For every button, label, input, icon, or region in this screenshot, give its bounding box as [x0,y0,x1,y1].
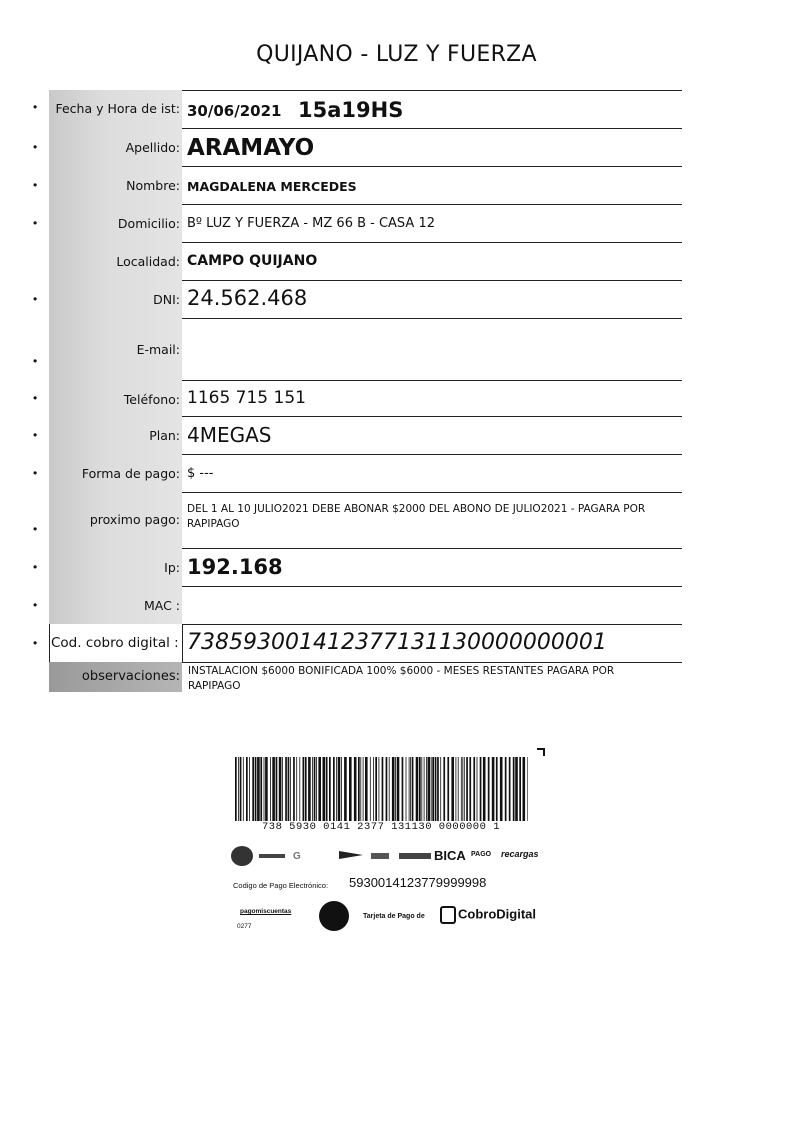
barcode-bar [395,757,396,821]
pago-logo: PAGO [471,851,492,858]
barcode-bar [326,757,328,821]
label-cell [49,90,182,128]
row-proximo-pago [0,492,793,548]
barcode-bar [477,757,478,821]
bullet: • [33,598,38,612]
row-apellido [0,128,793,166]
provider-logo-icon [399,853,431,859]
row-telefono [0,380,793,416]
barcode-bar [509,757,511,821]
barcode-bar [238,757,239,821]
document-title: QUIJANO - LUZ Y FUERZA [256,42,537,67]
barcode-bar [373,757,374,821]
barcode-bar [272,757,275,821]
label-cell [49,662,182,692]
barcode-bar [279,757,282,821]
row-domicilio [0,204,793,242]
barcode-bar [318,757,321,821]
barcode-bar [451,757,454,821]
barcode-bar [437,757,439,821]
payment-code-label: Codigo de Pago Electrónico: [233,881,329,890]
row-fecha [0,90,793,128]
barcode-bar [469,757,471,821]
barcode-bar [440,757,441,821]
row-nombre [0,166,793,204]
barcode-bar [243,757,244,821]
provider-logo-icon [371,853,389,859]
barcode-bar [257,757,260,821]
label-cell [49,416,182,454]
barcode-bar [299,757,300,821]
barcode-bar [249,757,250,821]
barcode-bar [496,757,498,821]
field-value-fecha: 30/06/2021 [187,102,282,120]
barcode-bar [341,757,342,821]
barcode-bar [500,757,503,821]
barcode-bar [240,757,242,821]
barcode-bar [488,757,490,821]
barcode-bar [323,757,326,821]
barcode-bar [276,757,278,821]
field-value-plan: 4MEGAS [187,423,272,447]
field-value-telefono: 1165 715 151 [187,388,306,408]
label-cell [49,204,182,242]
globe-logo-icon [231,846,253,866]
field-value-proximo-pago: DEL 1 AL 10 JULIO2021 DEBE ABONAR $2000 DEL ABONO DE JULIO2021 - PAGARA POR RAPIPAGO [187,503,646,530]
row-mac [0,586,793,624]
label-cell [49,454,182,492]
provider-logo-icon [259,854,285,858]
label-cell [49,586,182,624]
barcode-bar [260,757,262,821]
barcode-bar [375,757,377,821]
barcode-bar [505,757,507,821]
barcode-bar [416,757,419,821]
barcode-bar [270,757,271,821]
field-label-plan: Plan: [149,428,180,443]
barcode-bar [462,757,463,821]
barcode-bar [515,757,518,821]
barcode-bar [312,757,313,821]
bullet: • [33,522,38,536]
label-cell [49,280,182,318]
field-label-cod-cobro: Cod. cobro digital : [51,635,179,651]
barcode-bar [288,757,290,821]
cobrodigital-logo [440,906,536,924]
barcode-bar [296,757,297,821]
barcode-bar [513,757,515,821]
barcode-bar [264,757,265,821]
barcode-bar [333,757,335,821]
label-cell [49,242,182,280]
field-value-apellido: ARAMAYO [187,135,315,161]
barcode-bar [246,757,248,821]
barcode-bar [412,757,414,821]
slip-small-number: 0277 [237,923,252,930]
barcode-bar [483,757,486,821]
row-localidad [0,242,793,280]
field-label-mac: MAC : [143,598,180,613]
cobrodigital-icon [440,906,456,924]
barcode-bar [379,757,380,821]
barcode-bar [360,757,361,821]
barcode-bar [344,757,347,821]
provider-logo-icon [339,851,363,859]
bullet: • [33,216,38,230]
barcode-number: 738 5930 0141 2377 131130 0000000 1 [261,821,501,833]
payment-code: 5930014123779999998 [349,875,487,890]
recargas-logo: recargas [501,849,539,859]
field-label-apellido: Apellido: [125,140,180,155]
bullet: • [33,560,38,574]
barcode-bar [305,757,307,821]
barcode-bar [443,757,445,821]
barcode-bar [365,757,368,821]
cobrodigital-text: CobroDigital [458,906,536,922]
barcode [235,757,528,821]
label-cell [49,380,182,416]
field-label-proximo-pago: proximo pago: [89,512,180,527]
row-email [0,318,793,380]
cod-left-border [49,624,50,662]
field-value-hora: 15a19HS [298,98,404,122]
pagomiscuentas-logo: pagomiscuentas [240,908,292,915]
barcode-bar [370,757,371,821]
barcode-bar [338,757,341,821]
barcode-bar [316,757,317,821]
field-value-ip: 192.168 [187,555,283,579]
barcode-bar [329,757,331,821]
field-label-ip: Ip: [164,560,180,575]
bullet: • [33,354,38,368]
barcode-bar [464,757,465,821]
bullet: • [33,636,38,650]
barcode-bar [303,757,305,821]
barcode-bar [282,757,283,821]
barcode-bar [285,757,287,821]
field-value-forma-pago: $ --- [187,466,214,481]
barcode-bar [386,757,388,821]
barcode-bar [424,757,425,821]
field-value-localidad: CAMPO QUIJANO [187,253,318,269]
barcode-bar [492,757,495,821]
field-label-fecha: Fecha y Hora de ist: [55,101,180,116]
barcode-bar [336,757,337,821]
barcode-bar [358,757,360,821]
barcode-bar [473,757,475,821]
barcode-bar [447,757,449,821]
field-label-localidad: Localidad: [116,254,180,269]
barcode-bar [523,757,526,821]
barcode-bar [402,757,404,821]
card-label: Tarjeta de Pago de [363,913,425,920]
corner-mark [537,748,545,756]
barcode-bar [527,757,528,821]
barcode-bar [426,757,427,821]
barcode-bar [410,757,411,821]
field-label-forma-pago: Forma de pago: [81,466,180,481]
barcode-bar [435,757,437,821]
field-label-observaciones: observaciones: [81,669,180,684]
row-plan [0,416,793,454]
field-label-nombre: Nombre: [126,178,180,193]
field-label-domicilio: Domicilio: [117,216,180,231]
row-ip [0,548,793,586]
barcode-bar [293,757,295,821]
row-observaciones [0,662,793,692]
bullet: • [33,140,38,154]
barcode-bar [428,757,431,821]
field-value-observaciones: INSTALACION $6000 BONIFICADA 100% $6000 - MESES RESTANTES PAGARA POR RAPIPAGO [188,665,615,692]
bullet: • [33,292,38,306]
barcode-bar [290,757,291,821]
barcode-bar [382,757,384,821]
barcode-bar [519,757,521,821]
field-value-cod-cobro: 738593001412377131130000000001 [187,630,607,655]
barcode-bar [349,757,352,821]
row-cod-cobro [0,624,793,662]
cod-separator [182,624,183,662]
barcode-bar [308,757,311,821]
row-dni [0,280,793,318]
bullet: • [33,428,38,442]
bullet: • [33,466,38,480]
barcode-bar [363,757,364,821]
barcode-bar [406,757,407,821]
bullet: • [33,391,38,405]
barcode-bar [252,757,254,821]
barcode-bar [421,757,422,821]
barcode-bar [432,757,434,821]
field-label-dni: DNI: [153,292,180,307]
barcode-bar [392,757,395,821]
field-label-email: E-mail: [136,342,180,357]
barcode-bar [456,757,457,821]
label-cell [49,624,182,662]
barcode-bar [431,757,432,821]
barcode-bar [265,757,268,821]
barcode-bar [354,757,357,821]
label-cell [49,318,182,380]
field-label-telefono: Teléfono: [123,392,180,407]
barcode-bar [255,757,257,821]
barcode-bar [480,757,482,821]
label-cell [49,166,182,204]
barcode-bar [466,757,468,821]
bullet: • [33,100,38,114]
barcode-bar [458,757,459,821]
payment-logos [229,846,539,868]
label-cell [49,492,182,548]
payment-slip [215,748,547,940]
field-value-domicilio: Bº LUZ Y FUERZA - MZ 66 B - CASA 12 [187,216,435,231]
bullet: • [33,178,38,192]
barcode-bar [461,757,462,821]
barcode-bar [314,757,316,821]
label-cell [49,548,182,586]
barcode-bar [419,757,421,821]
barcode-bar [409,757,410,821]
circle-logo-icon [319,901,349,931]
barcode-bar [389,757,390,821]
provider-logo-icon: G [293,851,301,862]
barcode-bar [397,757,400,821]
barcode-bar [235,757,237,821]
bica-logo: BICA [434,848,466,863]
row-forma-pago [0,454,793,492]
field-value-dni: 24.562.468 [187,286,308,310]
field-value-nombre: MAGDALENA MERCEDES [187,179,357,194]
label-cell [49,128,182,166]
